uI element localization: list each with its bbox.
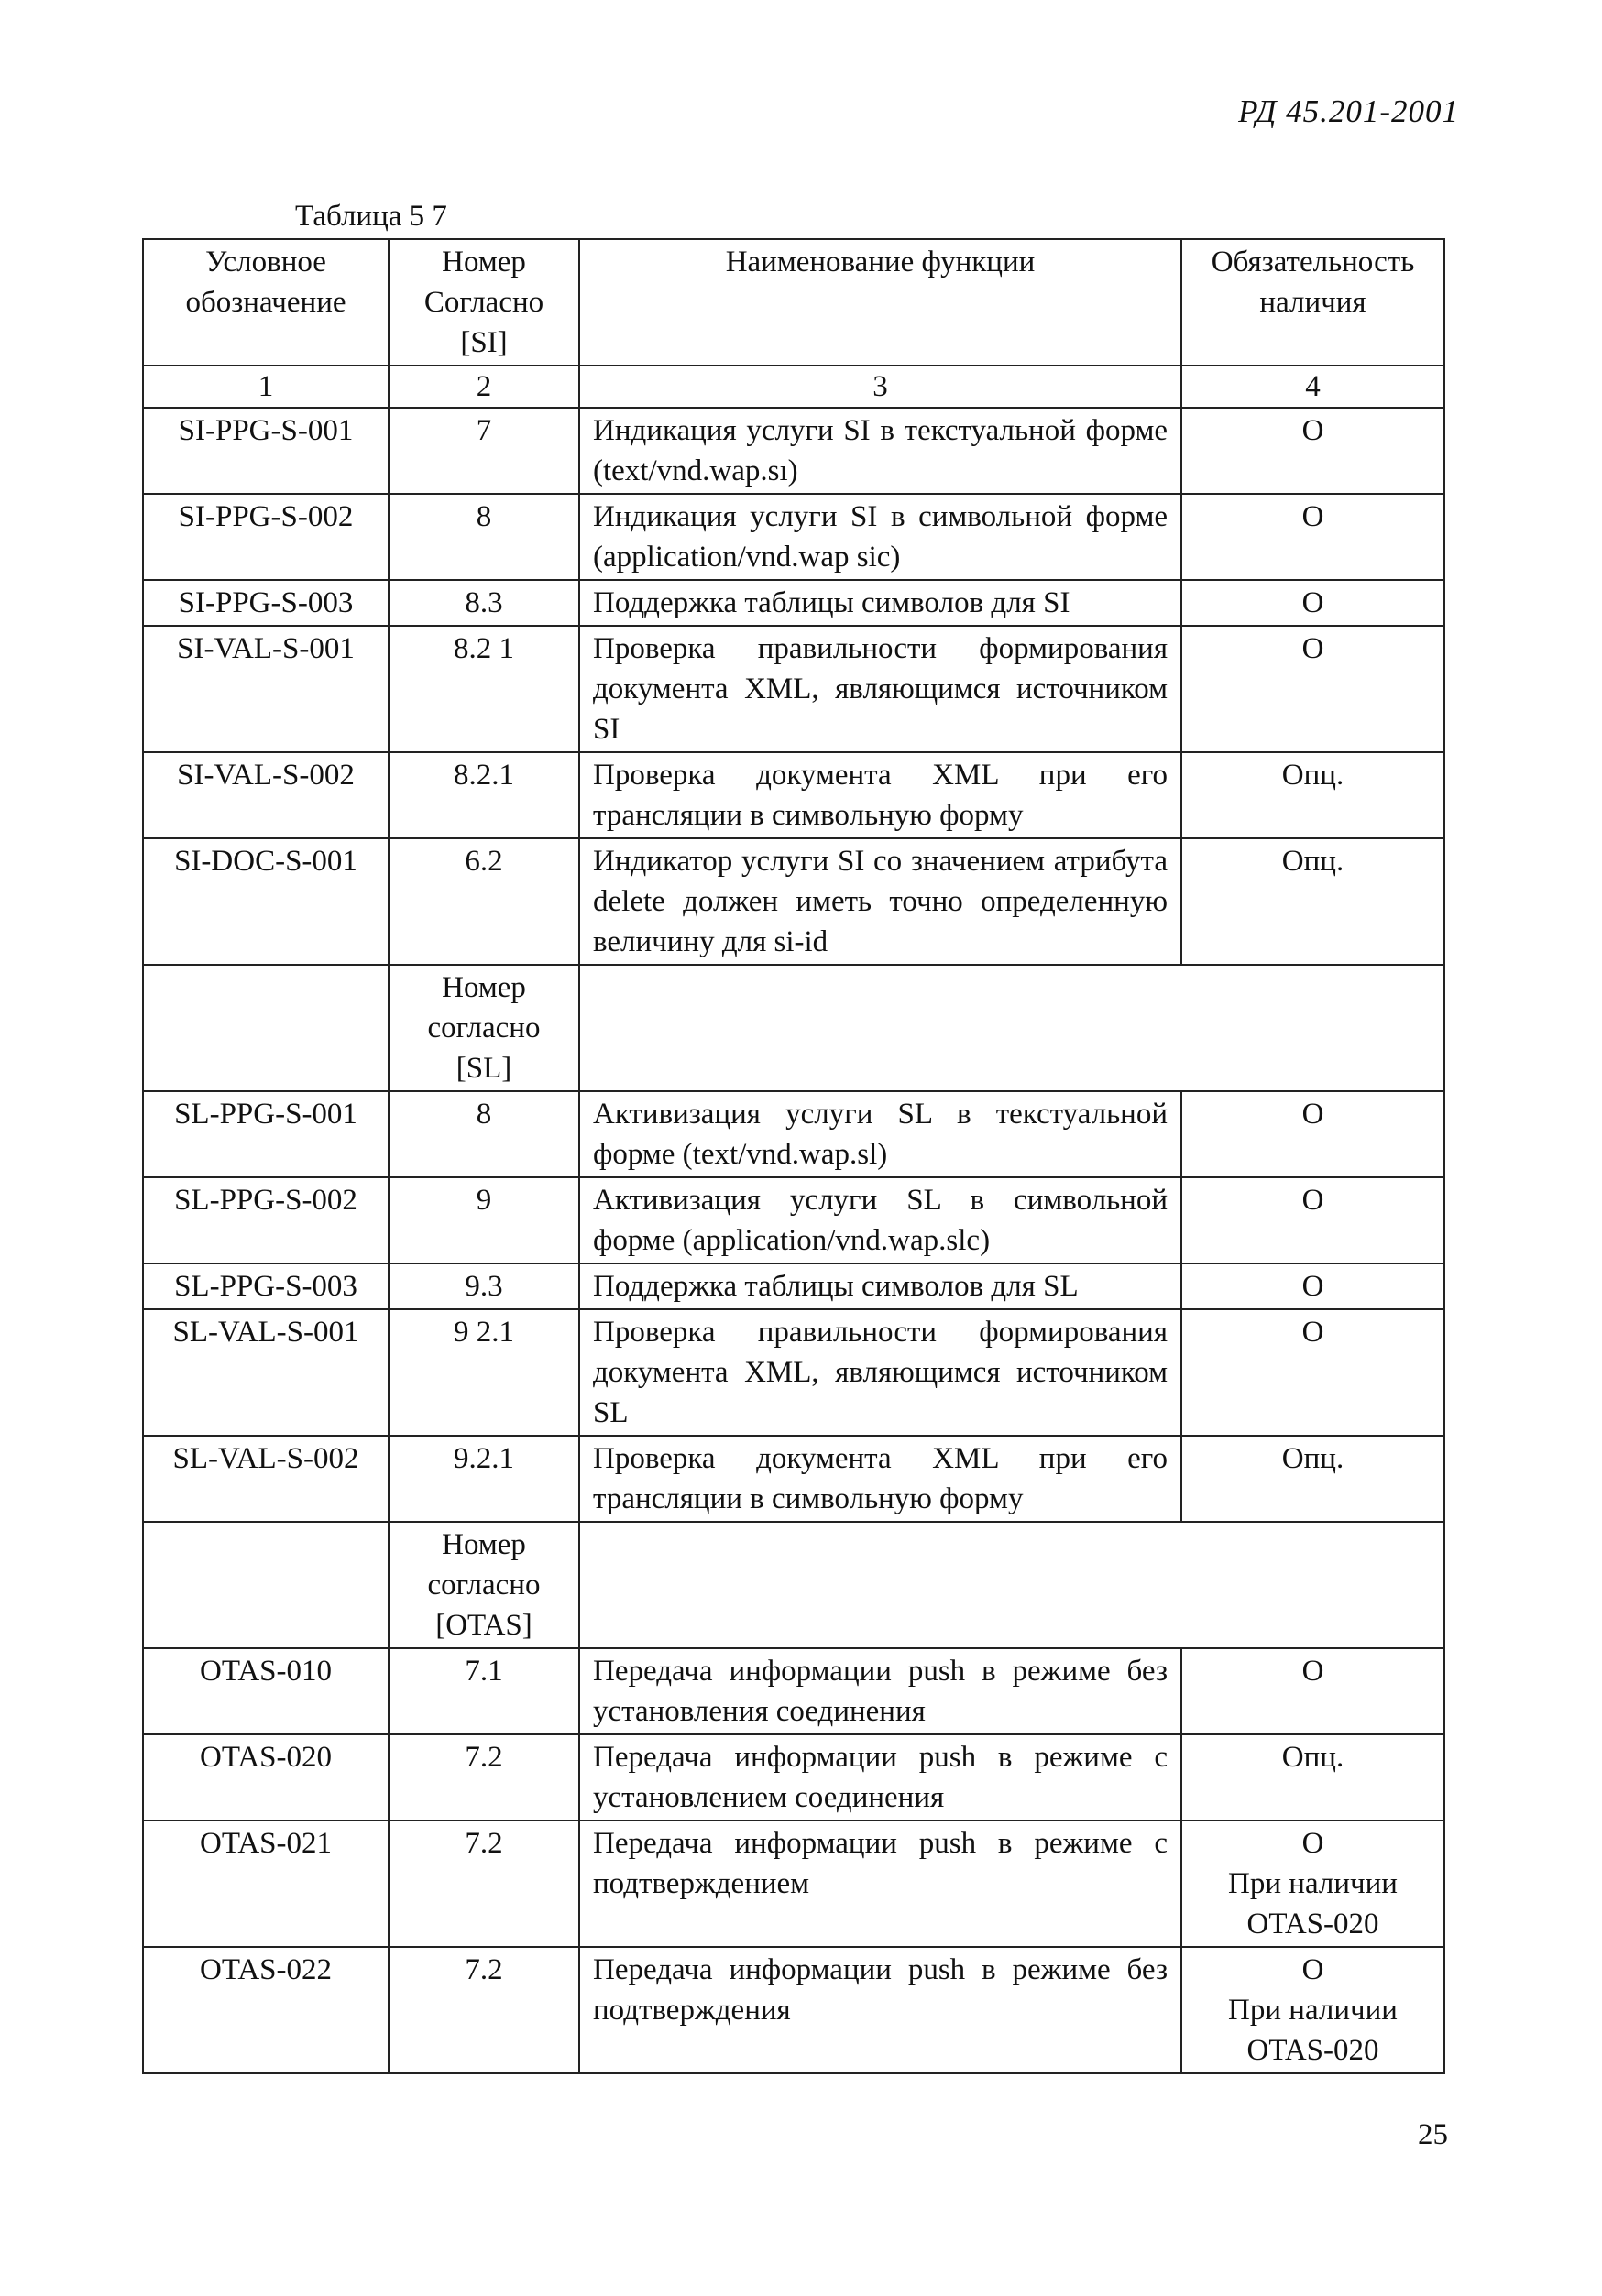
mandatory-value: Опц. bbox=[1281, 845, 1344, 878]
mandatory-value: О bbox=[1301, 632, 1324, 665]
mandatory-value: О bbox=[1301, 1098, 1324, 1131]
row-mandatory bbox=[1181, 838, 1444, 965]
row-function: Передача информации push в режиме без установления соединения bbox=[579, 1648, 1181, 1734]
row-number: 7.2 bbox=[389, 1734, 579, 1820]
row-code: SI-PPG-S-002 bbox=[143, 494, 389, 580]
section-header-row bbox=[143, 1522, 1444, 1648]
row-function: Проверка документа XML при его трансляции в символьную форму bbox=[579, 1436, 1181, 1522]
row-function: Индикатор услуги SI со значением атрибута delete должен иметь точно определенную величину для si-id bbox=[579, 838, 1181, 965]
table-row bbox=[143, 1091, 1444, 1177]
row-code: SL-VAL-S-002 bbox=[143, 1436, 389, 1522]
mandatory-value: Опц. bbox=[1281, 759, 1344, 792]
table-row bbox=[143, 626, 1444, 752]
row-code: OTAS-020 bbox=[143, 1734, 389, 1820]
mandatory-value: О bbox=[1301, 414, 1324, 447]
section-number-header: Номер согласно [SL] bbox=[389, 965, 579, 1091]
row-function: Передача информации push в режиме с подтверждением bbox=[579, 1820, 1181, 1947]
column-number: 2 bbox=[389, 366, 579, 408]
mandatory-value: О bbox=[1301, 1827, 1324, 1860]
row-code: SL-VAL-S-001 bbox=[143, 1309, 389, 1436]
table-row bbox=[143, 1648, 1444, 1734]
table-row bbox=[143, 1309, 1444, 1436]
section-header-row bbox=[143, 965, 1444, 1091]
row-mandatory bbox=[1181, 1734, 1444, 1820]
section-empty-cell bbox=[579, 965, 1444, 1091]
row-function: Активизация услуги SL в символьной форме (application/vnd.wap.slc) bbox=[579, 1177, 1181, 1263]
row-function: Проверка правильности формирования документа XML, являющимся источником SL bbox=[579, 1309, 1181, 1436]
row-function: Индикация услуги SI в символьной форме (application/vnd.wap sic) bbox=[579, 494, 1181, 580]
row-function: Индикация услуги SI в текстуальной форме (text/vnd.wap.sı) bbox=[579, 408, 1181, 494]
row-code: SL-PPG-S-001 bbox=[143, 1091, 389, 1177]
header-designation: Условное обозначение bbox=[143, 239, 389, 366]
mandatory-value: О bbox=[1301, 1953, 1324, 1986]
row-code: SL-PPG-S-003 bbox=[143, 1263, 389, 1309]
row-function: Проверка правильности формирования документа XML, являющимся источником SI bbox=[579, 626, 1181, 752]
row-mandatory bbox=[1181, 752, 1444, 838]
table-row bbox=[143, 1263, 1444, 1309]
header-number: Номер Согласно [SI] bbox=[389, 239, 579, 366]
row-function: Передача информации push в режиме с установлением соединения bbox=[579, 1734, 1181, 1820]
row-number: 9 bbox=[389, 1177, 579, 1263]
table-row bbox=[143, 408, 1444, 494]
row-number: 9.2.1 bbox=[389, 1436, 579, 1522]
row-code: OTAS-010 bbox=[143, 1648, 389, 1734]
row-number: 9 2.1 bbox=[389, 1309, 579, 1436]
column-number: 4 bbox=[1181, 366, 1444, 408]
mandatory-value: О bbox=[1301, 1184, 1324, 1217]
document-id: РД 45.201-2001 bbox=[1238, 93, 1459, 129]
table-caption: Таблица 5 7 bbox=[295, 200, 447, 233]
column-number: 3 bbox=[579, 366, 1181, 408]
row-mandatory bbox=[1181, 1648, 1444, 1734]
row-code: SI-VAL-S-002 bbox=[143, 752, 389, 838]
row-number: 8.3 bbox=[389, 580, 579, 626]
row-code: SI-VAL-S-001 bbox=[143, 626, 389, 752]
row-code: OTAS-022 bbox=[143, 1947, 389, 2073]
row-number: 8 bbox=[389, 1091, 579, 1177]
table-body bbox=[143, 239, 1444, 2073]
table-row bbox=[143, 752, 1444, 838]
row-function: Поддержка таблицы символов для SI bbox=[579, 580, 1181, 626]
row-function: Активизация услуги SL в текстуальной форме (text/vnd.wap.sl) bbox=[579, 1091, 1181, 1177]
mandatory-value: Опц. bbox=[1281, 1442, 1344, 1475]
section-empty-cell bbox=[579, 1522, 1444, 1648]
requirements-table bbox=[142, 238, 1445, 2074]
row-mandatory bbox=[1181, 1091, 1444, 1177]
mandatory-condition: При наличии OTAS-020 bbox=[1228, 1994, 1398, 2067]
row-number: 8 bbox=[389, 494, 579, 580]
row-code: SI-DOC-S-001 bbox=[143, 838, 389, 965]
row-function: Передача информации push в режиме без подтверждения bbox=[579, 1947, 1181, 2073]
row-mandatory bbox=[1181, 408, 1444, 494]
section-empty-cell bbox=[143, 965, 389, 1091]
row-mandatory bbox=[1181, 1436, 1444, 1522]
row-mandatory bbox=[1181, 1177, 1444, 1263]
mandatory-value: О bbox=[1301, 1316, 1324, 1349]
table-row bbox=[143, 494, 1444, 580]
mandatory-value: О bbox=[1301, 500, 1324, 533]
table-row bbox=[143, 838, 1444, 965]
row-mandatory bbox=[1181, 1309, 1444, 1436]
row-number: 7.1 bbox=[389, 1648, 579, 1734]
column-number-row bbox=[143, 366, 1444, 408]
row-number: 8.2 1 bbox=[389, 626, 579, 752]
table-row bbox=[143, 1820, 1444, 1947]
row-mandatory bbox=[1181, 1947, 1444, 2073]
table-row bbox=[143, 580, 1444, 626]
row-mandatory bbox=[1181, 1263, 1444, 1309]
row-mandatory bbox=[1181, 580, 1444, 626]
header-function: Наименование функции bbox=[579, 239, 1181, 366]
page-number: 25 bbox=[1418, 2118, 1448, 2151]
table-row bbox=[143, 1734, 1444, 1820]
row-number: 6.2 bbox=[389, 838, 579, 965]
table-row bbox=[143, 1177, 1444, 1263]
mandatory-value: Опц. bbox=[1281, 1741, 1344, 1774]
section-empty-cell bbox=[143, 1522, 389, 1648]
table-row bbox=[143, 1947, 1444, 2073]
row-number: 9.3 bbox=[389, 1263, 579, 1309]
table-row bbox=[143, 1436, 1444, 1522]
section-number-header: Номер согласно [OTAS] bbox=[389, 1522, 579, 1648]
mandatory-value: О bbox=[1301, 1270, 1324, 1303]
row-function: Проверка документа XML при его трансляции в символьную форму bbox=[579, 752, 1181, 838]
row-mandatory bbox=[1181, 626, 1444, 752]
row-number: 7.2 bbox=[389, 1820, 579, 1947]
header-mandatory: Обязательность наличия bbox=[1181, 239, 1444, 366]
row-number: 7 bbox=[389, 408, 579, 494]
mandatory-value: О bbox=[1301, 586, 1324, 619]
mandatory-condition: При наличии OTAS-020 bbox=[1228, 1867, 1398, 1941]
row-code: SI-PPG-S-001 bbox=[143, 408, 389, 494]
row-number: 8.2.1 bbox=[389, 752, 579, 838]
row-code: SI-PPG-S-003 bbox=[143, 580, 389, 626]
row-mandatory bbox=[1181, 494, 1444, 580]
row-code: SL-PPG-S-002 bbox=[143, 1177, 389, 1263]
row-number: 7.2 bbox=[389, 1947, 579, 2073]
row-code: OTAS-021 bbox=[143, 1820, 389, 1947]
row-mandatory bbox=[1181, 1820, 1444, 1947]
column-number: 1 bbox=[143, 366, 389, 408]
header-row bbox=[143, 239, 1444, 366]
row-function: Поддержка таблицы символов для SL bbox=[579, 1263, 1181, 1309]
mandatory-value: О bbox=[1301, 1655, 1324, 1688]
